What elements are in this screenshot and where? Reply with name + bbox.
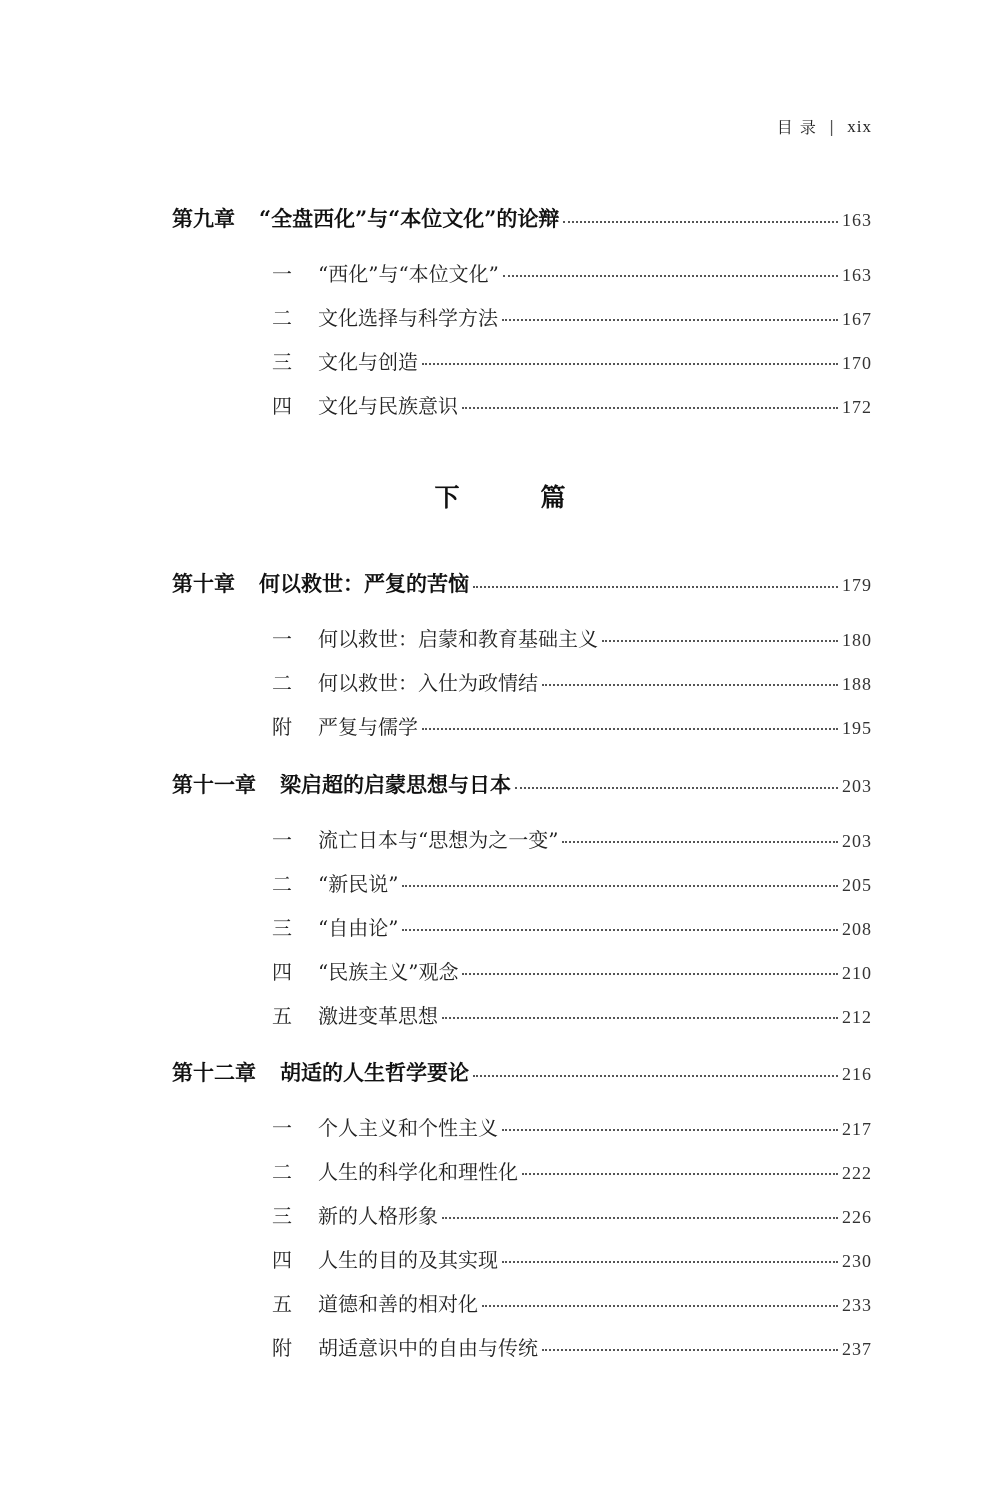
entry-number: 第十二章 bbox=[172, 1060, 256, 1085]
toc-chapter-entry bbox=[172, 769, 872, 799]
entry-number: 四 bbox=[272, 960, 292, 984]
entry-title: “西化”与“本位文化” bbox=[318, 262, 499, 286]
entry-page-number: 212 bbox=[842, 1007, 872, 1027]
dot-leader bbox=[482, 1304, 838, 1307]
entry-title: 新的人格形象 bbox=[318, 1204, 438, 1228]
entry-number: 三 bbox=[272, 916, 292, 940]
toc-section-entry bbox=[172, 1156, 872, 1185]
dot-leader bbox=[402, 928, 838, 931]
toc-section-entry bbox=[172, 711, 872, 740]
dot-leader bbox=[462, 972, 838, 975]
entry-page-number: 233 bbox=[842, 1295, 872, 1315]
dot-leader bbox=[515, 786, 838, 789]
entry-title: 人生的目的及其实现 bbox=[318, 1248, 498, 1272]
entry-number: 第十章 bbox=[172, 571, 235, 596]
toc-section-entry bbox=[172, 667, 872, 696]
entry-number: 五 bbox=[272, 1292, 292, 1316]
entry-page-number: 226 bbox=[842, 1207, 872, 1227]
entry-number: 五 bbox=[272, 1004, 292, 1028]
toc-section-entry bbox=[172, 1112, 872, 1141]
entry-page-number: 205 bbox=[842, 875, 872, 895]
dot-leader bbox=[602, 639, 838, 642]
entry-title: 梁启超的启蒙思想与日本 bbox=[280, 772, 511, 797]
entry-page-number: 203 bbox=[842, 776, 872, 796]
header-page-number: xix bbox=[847, 116, 872, 136]
entry-number: 附 bbox=[272, 1336, 292, 1360]
entry-title: “自由论” bbox=[318, 916, 399, 940]
entry-title: 文化与民族意识 bbox=[318, 394, 458, 418]
entry-number: 附 bbox=[272, 715, 292, 739]
entry-page-number: 163 bbox=[842, 210, 872, 230]
dot-leader bbox=[473, 585, 838, 588]
entry-page-number: 222 bbox=[842, 1163, 872, 1183]
entry-title: 何以救世：严复的苦恼 bbox=[259, 571, 469, 596]
toc-section-entry bbox=[172, 1332, 872, 1361]
entry-page-number: 208 bbox=[842, 919, 872, 939]
entry-page-number: 237 bbox=[842, 1339, 872, 1359]
entry-page-number: 167 bbox=[842, 309, 872, 329]
entry-number: 一 bbox=[272, 627, 292, 651]
toc-section-entry bbox=[172, 912, 872, 941]
toc-section-entry bbox=[172, 258, 872, 287]
toc-section-entry bbox=[172, 623, 872, 652]
entry-title: 何以救世：启蒙和教育基础主义 bbox=[318, 627, 598, 651]
entry-title: 文化选择与科学方法 bbox=[318, 306, 498, 330]
entry-number: 三 bbox=[272, 350, 292, 374]
entry-page-number: 203 bbox=[842, 831, 872, 851]
header-separator: | bbox=[828, 117, 836, 136]
toc-section-entry bbox=[172, 302, 872, 331]
toc-section-entry bbox=[172, 956, 872, 985]
toc-section-entry bbox=[172, 1000, 872, 1029]
entry-title: 严复与儒学 bbox=[318, 715, 418, 739]
dot-leader bbox=[402, 884, 838, 887]
entry-number: 一 bbox=[272, 1116, 292, 1140]
entry-page-number: 230 bbox=[842, 1251, 872, 1271]
entry-title: 何以救世：入仕为政情结 bbox=[318, 671, 538, 695]
toc-chapter-entry bbox=[172, 568, 872, 598]
dot-leader bbox=[473, 1074, 838, 1077]
entry-number: 二 bbox=[272, 1160, 292, 1184]
entry-number: 三 bbox=[272, 1204, 292, 1228]
toc-section-entry bbox=[172, 824, 872, 853]
entry-page-number: 170 bbox=[842, 353, 872, 373]
dot-leader bbox=[542, 683, 838, 686]
toc-section-entry bbox=[172, 1244, 872, 1273]
toc-chapter-entry bbox=[172, 203, 872, 233]
entry-number: 二 bbox=[272, 306, 292, 330]
entry-number: 第十一章 bbox=[172, 772, 256, 797]
entry-number: 一 bbox=[272, 828, 292, 852]
toc-section-entry bbox=[172, 390, 872, 419]
entry-number: 四 bbox=[272, 1248, 292, 1272]
dot-leader bbox=[422, 727, 838, 730]
toc-section-entry bbox=[172, 868, 872, 897]
dot-leader bbox=[502, 1128, 838, 1131]
dot-leader bbox=[442, 1216, 838, 1219]
entry-page-number: 180 bbox=[842, 630, 872, 650]
entry-number: 二 bbox=[272, 671, 292, 695]
dot-leader bbox=[563, 220, 838, 223]
header-label: 目 录 bbox=[776, 118, 817, 137]
entry-title: 文化与创造 bbox=[318, 350, 418, 374]
entry-page-number: 210 bbox=[842, 963, 872, 983]
entry-page-number: 195 bbox=[842, 718, 872, 738]
entry-title: 道德和善的相对化 bbox=[318, 1292, 478, 1316]
entry-title: “全盘西化”与“本位文化”的论辩 bbox=[259, 206, 560, 231]
entry-page-number: 216 bbox=[842, 1064, 872, 1084]
entry-page-number: 172 bbox=[842, 397, 872, 417]
entry-number: 第九章 bbox=[172, 206, 235, 231]
entry-page-number: 217 bbox=[842, 1119, 872, 1139]
entry-page-number: 179 bbox=[842, 575, 872, 595]
toc-chapter-entry bbox=[172, 1057, 872, 1087]
entry-title: “民族主义”观念 bbox=[318, 960, 459, 984]
entry-title: 流亡日本与“思想为之一变” bbox=[318, 828, 559, 852]
entry-number: 二 bbox=[272, 872, 292, 896]
toc-section-entry bbox=[172, 1288, 872, 1317]
running-header bbox=[777, 115, 872, 138]
dot-leader bbox=[502, 318, 838, 321]
entry-title: 胡适的人生哲学要论 bbox=[280, 1060, 469, 1085]
entry-page-number: 163 bbox=[842, 265, 872, 285]
entry-number: 四 bbox=[272, 394, 292, 418]
dot-leader bbox=[442, 1016, 838, 1019]
dot-leader bbox=[522, 1172, 838, 1175]
entry-title: 人生的科学化和理性化 bbox=[318, 1160, 518, 1184]
dot-leader bbox=[503, 274, 838, 277]
dot-leader bbox=[542, 1348, 838, 1351]
toc-section-entry bbox=[172, 1200, 872, 1229]
dot-leader bbox=[562, 840, 838, 843]
entry-number: 一 bbox=[272, 262, 292, 286]
toc-section-entry bbox=[172, 346, 872, 375]
dot-leader bbox=[462, 406, 838, 409]
entry-title: “新民说” bbox=[318, 872, 399, 896]
dot-leader bbox=[422, 362, 838, 365]
entry-title: 个人主义和个性主义 bbox=[318, 1116, 498, 1140]
dot-leader bbox=[502, 1260, 838, 1263]
part-title: 下 篇 bbox=[434, 483, 594, 512]
entry-page-number: 188 bbox=[842, 674, 872, 694]
entry-title: 胡适意识中的自由与传统 bbox=[318, 1336, 538, 1360]
entry-title: 激进变革思想 bbox=[318, 1004, 438, 1028]
